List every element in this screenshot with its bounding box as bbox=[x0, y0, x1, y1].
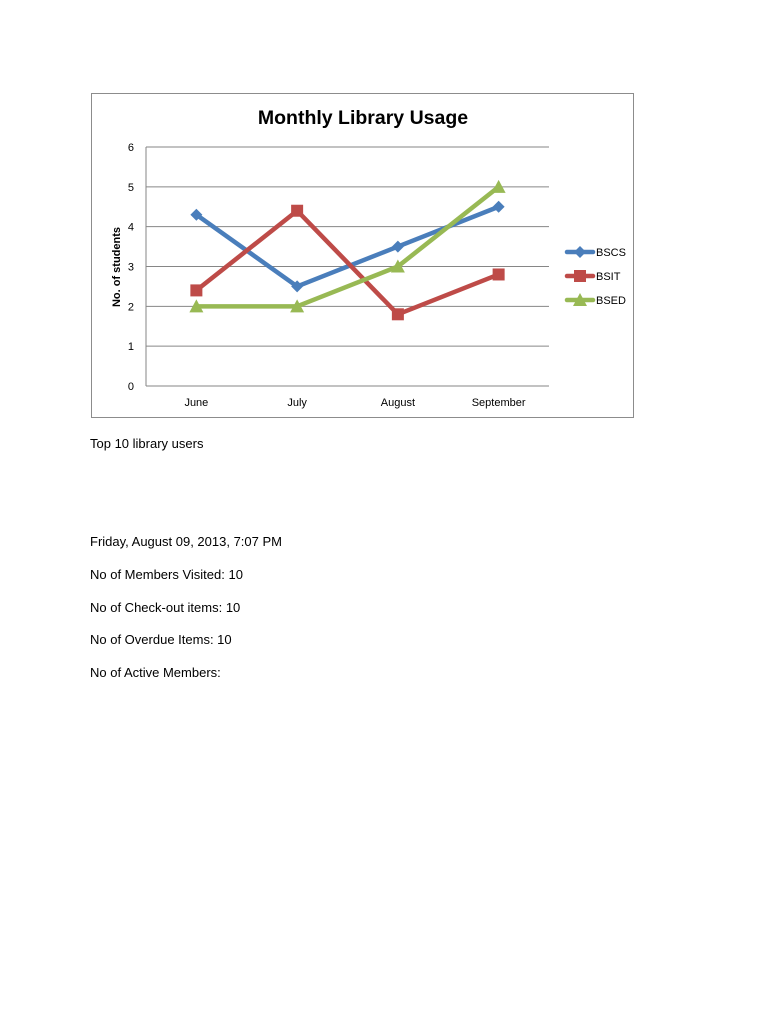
y-tick-label: 5 bbox=[127, 181, 134, 194]
x-tick-label: June bbox=[184, 397, 209, 409]
data-point bbox=[493, 268, 505, 280]
legend-label: BSCS bbox=[596, 247, 626, 259]
y-axis-title: No. of students bbox=[111, 226, 123, 308]
data-point bbox=[392, 241, 404, 253]
legend-item bbox=[567, 293, 626, 307]
legend-label: BSIT bbox=[596, 271, 621, 283]
legend-swatch-marker bbox=[574, 270, 586, 282]
data-point bbox=[493, 201, 505, 213]
chart-title: Monthly Library Usage bbox=[257, 107, 469, 129]
series-bscs bbox=[190, 201, 504, 293]
data-point bbox=[291, 205, 303, 217]
legend-label: BSED bbox=[596, 295, 626, 307]
x-tick-label: September bbox=[471, 397, 526, 409]
checkout-items-text: No of Check-out items: 10 bbox=[90, 600, 241, 615]
chart-container bbox=[91, 93, 634, 418]
y-tick-label: 3 bbox=[127, 261, 134, 274]
top-users-heading: Top 10 library users bbox=[90, 436, 204, 451]
active-members-text: No of Active Members: bbox=[90, 665, 221, 680]
y-tick-label: 0 bbox=[127, 381, 134, 393]
y-tick-label: 6 bbox=[127, 142, 134, 154]
legend-item bbox=[567, 246, 626, 259]
legend-swatch-marker bbox=[574, 246, 586, 258]
overdue-items-text: No of Overdue Items: 10 bbox=[90, 632, 232, 647]
x-tick-label: July bbox=[287, 397, 307, 409]
legend-item bbox=[567, 270, 621, 283]
x-tick-label: August bbox=[380, 397, 415, 409]
line-chart bbox=[92, 94, 633, 417]
y-tick-label: 1 bbox=[127, 341, 134, 354]
report-datetime: Friday, August 09, 2013, 7:07 PM bbox=[90, 534, 282, 549]
data-point bbox=[190, 284, 202, 296]
data-point bbox=[392, 308, 404, 320]
y-tick-label: 2 bbox=[127, 301, 134, 314]
y-tick-label: 4 bbox=[127, 221, 134, 234]
series-line bbox=[196, 207, 498, 287]
members-visited-text: No of Members Visited: 10 bbox=[90, 567, 243, 582]
